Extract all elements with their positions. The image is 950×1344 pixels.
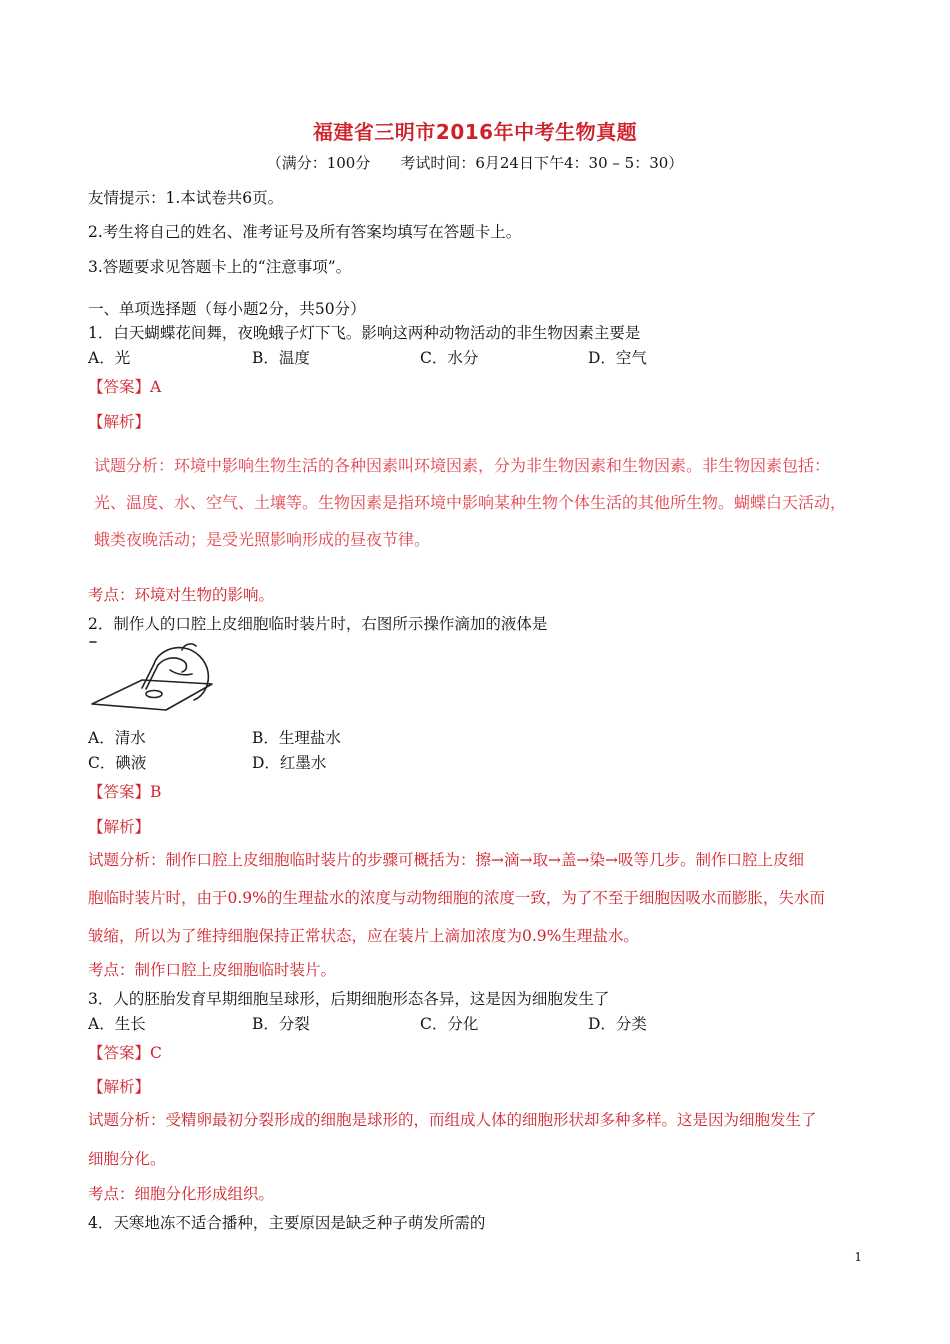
section-heading: 一、单项选择题（每小题2分，共50分） bbox=[88, 300, 366, 318]
q1-option-d: D．空气 bbox=[588, 349, 647, 367]
q2-analysis-line-3: 皱缩，所以为了维持细胞保持正常状态，应在装片上滴加浓度为0.9%生理盐水。 bbox=[88, 927, 639, 945]
q1-option-a: A．光 bbox=[88, 349, 131, 367]
note-2: 2.考生将自己的姓名、准考证号及所有答案均填写在答题卡上。 bbox=[88, 223, 522, 241]
q2-option-a: A．清水 bbox=[88, 729, 146, 747]
q1-option-b: B．温度 bbox=[252, 349, 310, 367]
q3-analysis-line-1: 试题分析：受精卵最初分裂形成的细胞是球形的，而组成人体的细胞形状却多种多样。这是因为细胞发生了 bbox=[88, 1111, 817, 1129]
exam-info: （满分：100分 考试时间：6月24日下午4：30 – 5：30） bbox=[266, 154, 684, 172]
q3-option-c: C．分化 bbox=[420, 1015, 479, 1033]
q1-key-point: 考点：环境对生物的影响。 bbox=[88, 586, 275, 604]
q2-analysis-line-1: 试题分析：制作口腔上皮细胞临时装片的步骤可概括为：擦→滴→取→盖→染→吸等几步。制作口腔上皮细 bbox=[88, 851, 804, 869]
q1-analysis-line-3: 蛾类夜晚活动；是受光照影响形成的昼夜节律。 bbox=[94, 530, 431, 549]
q1-stem: 1．白天蝴蝶花间舞，夜晚蛾子灯下飞。影响这两种动物活动的非生物因素主要是 bbox=[88, 324, 641, 342]
dropper-slide-figure bbox=[88, 640, 218, 712]
q2-analysis-label: 【解析】 bbox=[88, 818, 151, 836]
page-title: 福建省三明市2016年中考生物真题 bbox=[312, 120, 638, 144]
q1-answer: 【答案】A bbox=[88, 378, 162, 396]
q3-answer: 【答案】C bbox=[88, 1044, 162, 1062]
q3-key-point: 考点：细胞分化形成组织。 bbox=[88, 1185, 275, 1203]
q3-analysis-label: 【解析】 bbox=[88, 1078, 151, 1096]
q3-option-b: B．分裂 bbox=[252, 1015, 310, 1033]
q2-stem: 2．制作人的口腔上皮细胞临时装片时，右图所示操作滴加的液体是 bbox=[88, 615, 548, 633]
q2-analysis-line-2: 胞临时装片时，由于0.9%的生理盐水的浓度与动物细胞的浓度一致，为了不至于细胞因吸水而膨胀，失水而 bbox=[88, 889, 825, 907]
note-3: 3.答题要求见答题卡上的“注意事项”。 bbox=[88, 258, 352, 276]
q3-stem: 3．人的胚胎发育早期细胞呈球形，后期细胞形态各异，这是因为细胞发生了 bbox=[88, 990, 610, 1008]
q2-option-b: B．生理盐水 bbox=[252, 729, 341, 747]
q3-option-a: A．生长 bbox=[88, 1015, 146, 1033]
q2-key-point: 考点：制作口腔上皮细胞临时装片。 bbox=[88, 961, 337, 979]
q2-option-c: C．碘液 bbox=[88, 754, 147, 772]
q1-analysis-line-2: 光、温度、水、空气、土壤等。生物因素是指环境中影响某种生物个体生活的其他所生物。蝴蝶白天活动， bbox=[94, 493, 847, 512]
q1-analysis-line-1: 试题分析：环境中影响生物生活的各种因素叫环境因素，分为非生物因素和生物因素。非生物因素包括： bbox=[94, 456, 831, 475]
q1-analysis-label: 【解析】 bbox=[88, 413, 151, 431]
q1-option-c: C．水分 bbox=[420, 349, 479, 367]
q3-analysis-line-2: 细胞分化。 bbox=[88, 1150, 166, 1168]
q2-answer: 【答案】B bbox=[88, 783, 162, 801]
note-1: 友情提示：1.本试卷共6页。 bbox=[88, 189, 284, 207]
q2-option-d: D．红墨水 bbox=[252, 754, 327, 772]
q3-option-d: D．分类 bbox=[588, 1015, 647, 1033]
page-number: 1 bbox=[854, 1250, 862, 1264]
q4-stem: 4．天寒地冻不适合播种，主要原因是缺乏种子萌发所需的 bbox=[88, 1214, 486, 1232]
